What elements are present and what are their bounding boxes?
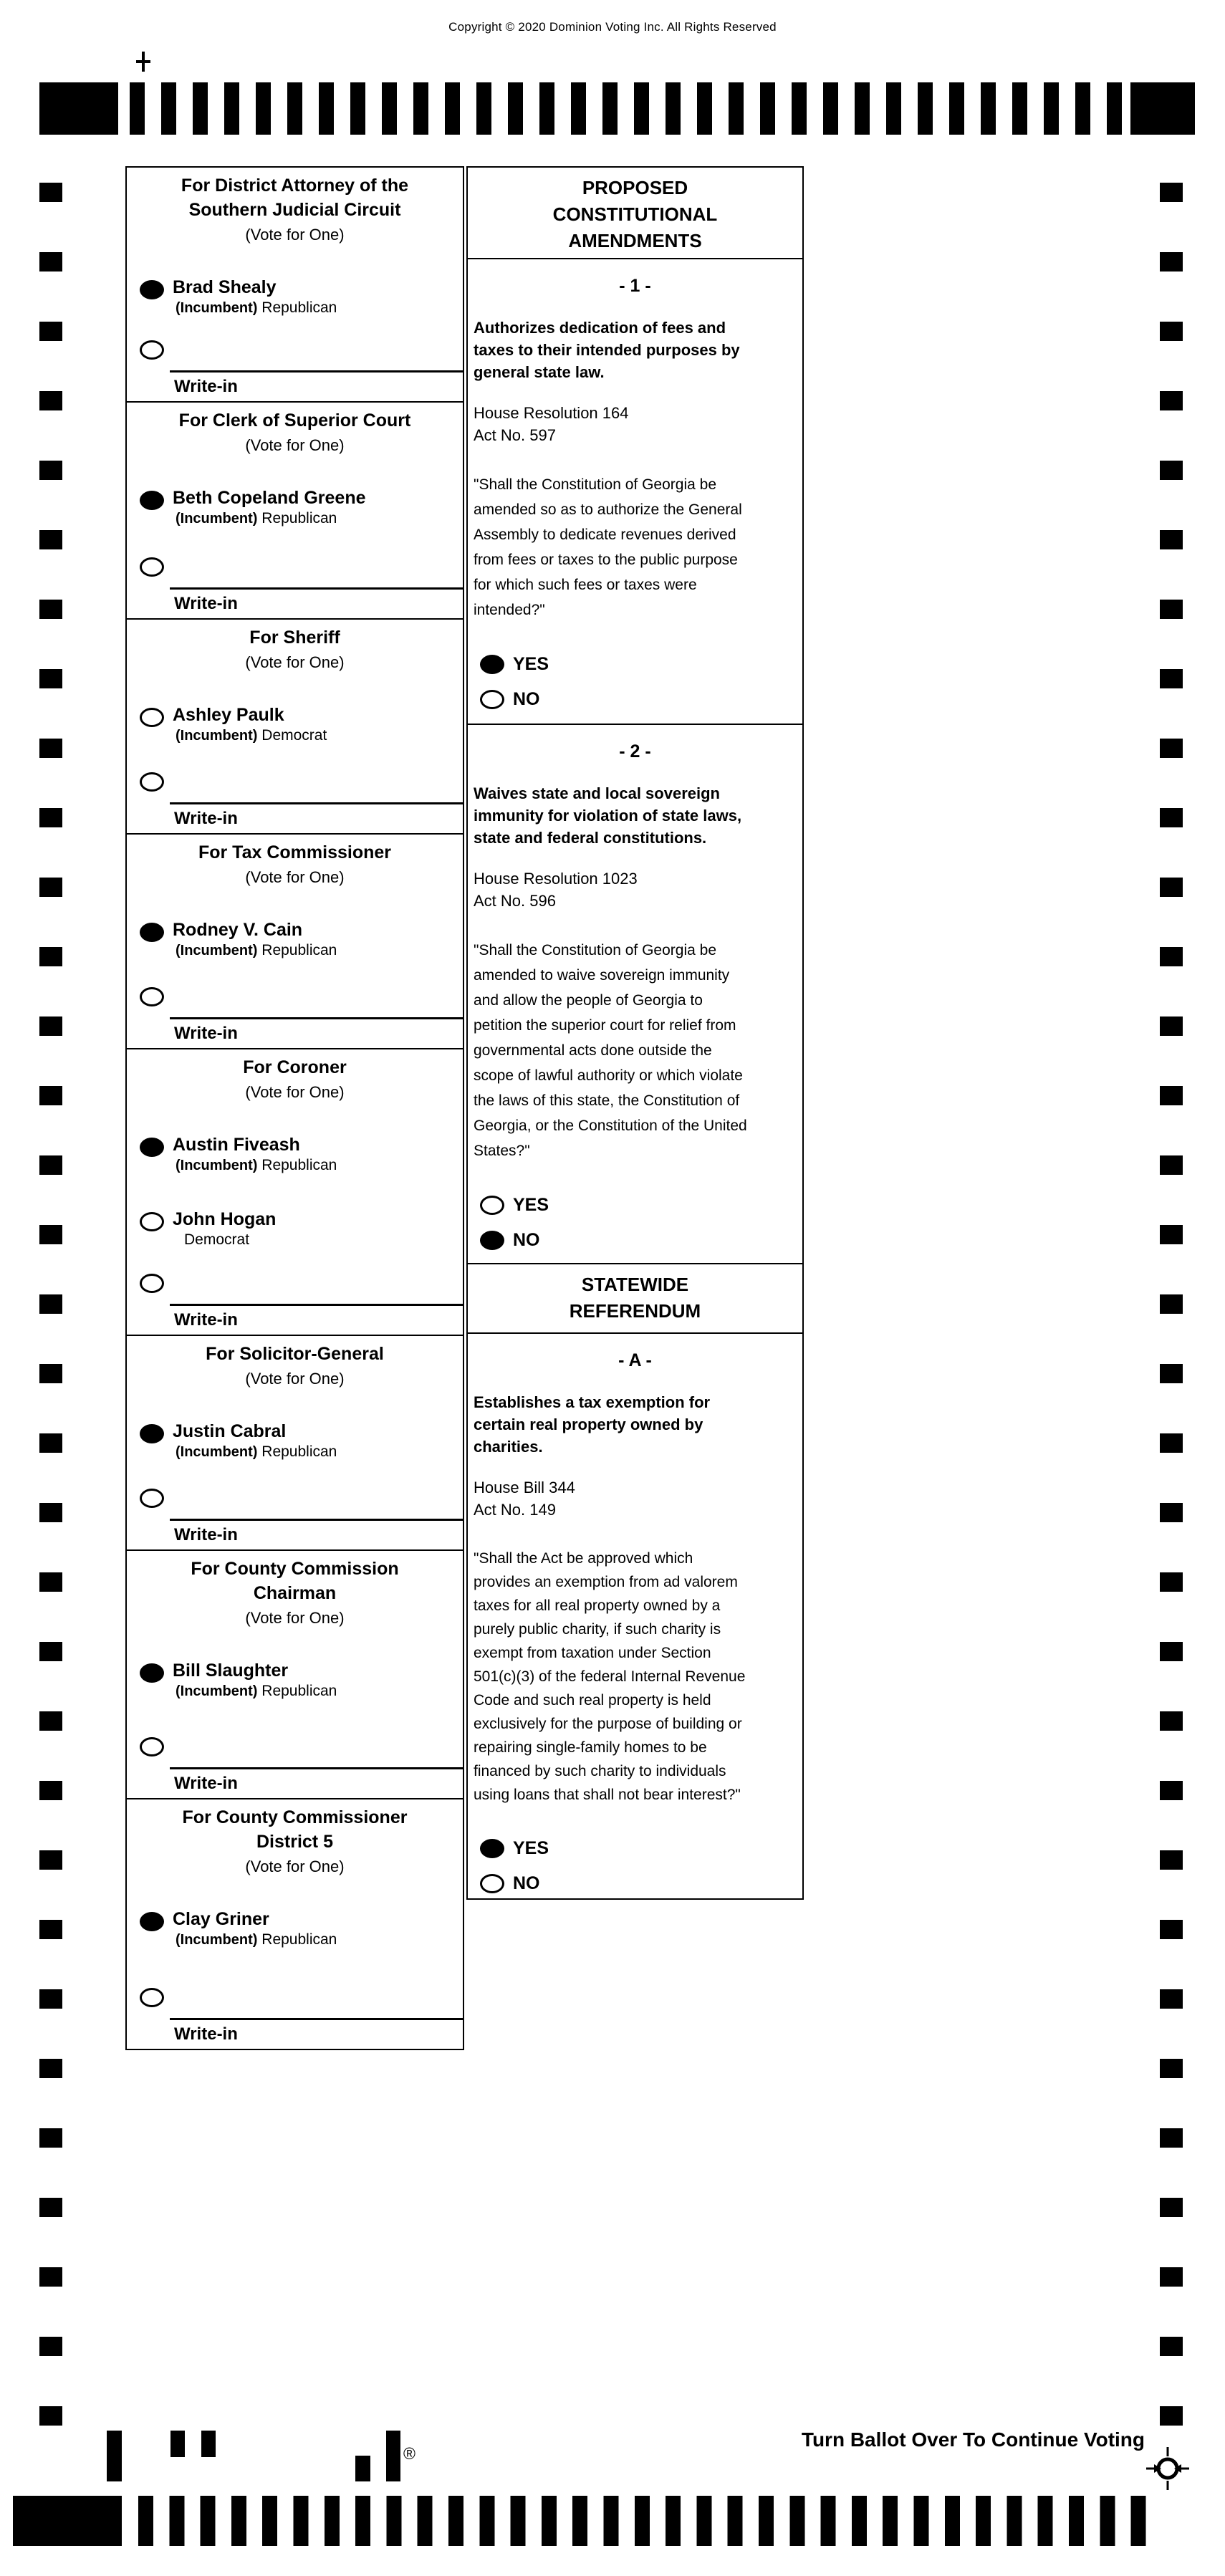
write-in-line[interactable] xyxy=(170,370,463,373)
timing-marks-top xyxy=(130,82,1130,135)
write-in-label: Write-in xyxy=(174,1310,238,1330)
yes-label: YES xyxy=(513,654,549,674)
choice-yes-row xyxy=(480,1195,802,1216)
contest-sheriff xyxy=(125,618,464,835)
vote-for-instruction: (Vote for One) xyxy=(245,1083,345,1101)
candidate-party: (Incumbent) Republican xyxy=(176,299,337,316)
timing-marks-left xyxy=(39,183,62,2426)
write-in-line[interactable] xyxy=(170,1304,463,1306)
contest-title: For Coroner xyxy=(243,1057,347,1077)
oval-write-in-solicitor-general[interactable] xyxy=(140,1489,164,1508)
oval-write-in-coroner[interactable] xyxy=(140,1274,164,1293)
registered-trademark-symbol: ® xyxy=(403,2444,415,2463)
contest-coroner xyxy=(125,1048,464,1336)
vote-for-instruction: (Vote for One) xyxy=(245,226,345,244)
measure-number: - 1 - xyxy=(619,276,651,296)
oval-referendum-a-no[interactable] xyxy=(480,1874,504,1893)
oval-bill-slaughter[interactable] xyxy=(140,1663,164,1683)
oval-amendment1-no[interactable] xyxy=(480,690,504,709)
contest-title: For Solicitor-General xyxy=(206,1344,384,1364)
oval-write-in-commission-chairman[interactable] xyxy=(140,1737,164,1756)
oval-amendment2-yes[interactable] xyxy=(480,1196,504,1215)
write-in-line[interactable] xyxy=(170,1519,463,1521)
write-in-line[interactable] xyxy=(170,587,463,590)
candidate-party: (Incumbent) Democrat xyxy=(176,727,327,744)
timing-block-top-left xyxy=(39,82,118,135)
candidate-row xyxy=(140,1908,463,1950)
write-in-line[interactable] xyxy=(170,2018,463,2020)
ballot-id-bar xyxy=(386,2431,400,2481)
candidate-party: (Incumbent) Republican xyxy=(176,1157,337,1173)
candidate-name: Rodney V. Cain xyxy=(173,920,303,940)
ballot-id-bar xyxy=(355,2456,370,2481)
measure-references: House Resolution 1023 Act No. 596 xyxy=(474,870,638,910)
contest-clerk-superior-court xyxy=(125,401,464,620)
oval-beth-copeland-greene[interactable] xyxy=(140,491,164,510)
section-header-line: CONSTITUTIONAL xyxy=(552,203,718,225)
oval-write-in-tax-commissioner[interactable] xyxy=(140,987,164,1006)
choice-no-row xyxy=(480,1873,802,1894)
oval-write-in-commissioner-d5[interactable] xyxy=(140,1988,164,2007)
candidate-party: (Incumbent) Republican xyxy=(176,1443,337,1460)
section-header-line: REFERENDUM xyxy=(569,1300,701,1322)
contest-title: For Tax Commissioner xyxy=(198,842,392,862)
timing-marks-right xyxy=(1160,183,1183,2426)
amendments-section-header xyxy=(466,166,804,259)
vote-for-instruction: (Vote for One) xyxy=(245,1609,345,1627)
candidate-row xyxy=(140,1421,463,1462)
choice-yes-row xyxy=(480,1838,802,1859)
oval-rodney-cain[interactable] xyxy=(140,923,164,942)
oval-john-hogan[interactable] xyxy=(140,1212,164,1231)
candidate-party: (Incumbent) Republican xyxy=(176,1931,337,1948)
measure-summary: Waives state and local sovereign immunity for violation of state laws, state and federal constitutions. xyxy=(474,784,742,847)
oval-referendum-a-yes[interactable] xyxy=(480,1839,504,1858)
measure-referendum-a xyxy=(466,1332,804,1900)
choice-yes-row xyxy=(480,654,802,675)
crosshair-registration-icon xyxy=(1145,2446,1191,2491)
write-in-label: Write-in xyxy=(174,1525,238,1544)
statewide-referendum-header xyxy=(466,1263,804,1334)
section-header-line: AMENDMENTS xyxy=(568,230,702,251)
candidate-party: Democrat xyxy=(184,1231,250,1248)
no-label: NO xyxy=(513,1873,540,1893)
vote-for-instruction: (Vote for One) xyxy=(245,436,345,454)
vote-for-instruction: (Vote for One) xyxy=(245,1857,345,1875)
contest-solicitor-general xyxy=(125,1335,464,1551)
contest-title: For County Commission Chairman xyxy=(191,1559,399,1603)
write-in-label: Write-in xyxy=(174,809,238,828)
candidate-row xyxy=(140,1208,463,1249)
candidate-name: Beth Copeland Greene xyxy=(173,488,366,508)
contest-title: For District Attorney of the Southern Judicial Circuit xyxy=(181,176,409,220)
oval-write-in-sheriff[interactable] xyxy=(140,772,164,792)
write-in-line[interactable] xyxy=(170,1767,463,1769)
yes-label: YES xyxy=(513,1838,549,1858)
candidate-row xyxy=(140,919,463,961)
write-in-line[interactable] xyxy=(170,1017,463,1019)
candidate-name: Brad Shealy xyxy=(173,277,277,297)
section-header-line: PROPOSED xyxy=(582,177,688,198)
contest-county-commissioner-district-5 xyxy=(125,1798,464,2050)
candidate-name: Justin Cabral xyxy=(173,1421,287,1441)
oval-ashley-paulk[interactable] xyxy=(140,708,164,727)
candidate-row xyxy=(140,1660,463,1701)
write-in-line[interactable] xyxy=(170,802,463,804)
candidate-name: John Hogan xyxy=(173,1209,277,1229)
section-header-line: STATEWIDE xyxy=(581,1274,689,1295)
measure-references: House Resolution 164 Act No. 597 xyxy=(474,404,629,444)
candidate-name: Clay Griner xyxy=(173,1909,269,1929)
contest-title: For Sheriff xyxy=(249,628,340,648)
no-label: NO xyxy=(513,1230,540,1250)
contest-county-commission-chairman xyxy=(125,1549,464,1799)
candidate-row xyxy=(140,1134,463,1176)
write-in-label: Write-in xyxy=(174,1774,238,1793)
timing-marks-bottom xyxy=(138,2496,1146,2546)
measure-amendment-2 xyxy=(466,724,804,1264)
measure-question: "Shall the Act be approved which provides an exemption from ad valorem taxes for all real property owned by a purely public charity, if such charity is exempt from taxation under Section 501(c)(3) of the federal Internal Revenue Code and such real property is held exclusively for the purpose of building or repairing single-family homes to be financed by such charity to individuals using loans that shall not bear interest?" xyxy=(474,1550,746,1803)
oval-austin-fiveash[interactable] xyxy=(140,1138,164,1157)
choice-no-row xyxy=(480,1230,802,1251)
vote-for-instruction: (Vote for One) xyxy=(245,1370,345,1388)
measure-summary: Establishes a tax exemption for certain real property owned by charities. xyxy=(474,1393,711,1456)
candidate-party: (Incumbent) Republican xyxy=(176,942,337,958)
ballot-id-bar xyxy=(170,2431,185,2457)
write-in-label: Write-in xyxy=(174,2024,238,2044)
contest-district-attorney xyxy=(125,166,464,403)
candidate-row xyxy=(140,487,463,529)
contest-title: For County Commissioner District 5 xyxy=(182,1807,408,1852)
copyright-text: Copyright © 2020 Dominion Voting Inc. All Rights Reserved xyxy=(448,20,777,34)
measure-amendment-1 xyxy=(466,258,804,725)
oval-brad-shealy[interactable] xyxy=(140,280,164,299)
contest-tax-commissioner xyxy=(125,833,464,1049)
oval-clay-griner[interactable] xyxy=(140,1912,164,1931)
candidate-party: (Incumbent) Republican xyxy=(176,1683,337,1699)
no-label: NO xyxy=(513,689,540,709)
measure-number: - A - xyxy=(618,1350,652,1370)
oval-write-in-district-attorney[interactable] xyxy=(140,340,164,360)
turn-ballot-over-text: Turn Ballot Over To Continue Voting xyxy=(801,2428,1145,2451)
oval-write-in-clerk[interactable] xyxy=(140,557,164,577)
contest-title: For Clerk of Superior Court xyxy=(178,410,411,431)
measure-summary: Authorizes dedication of fees and taxes to their intended purposes by general state law. xyxy=(474,319,740,381)
yes-label: YES xyxy=(513,1195,549,1215)
candidate-name: Ashley Paulk xyxy=(173,705,284,725)
ballot-id-bar xyxy=(107,2431,122,2481)
ballot-id-bar xyxy=(201,2431,216,2457)
choice-no-row xyxy=(480,689,802,710)
candidate-row xyxy=(140,277,463,318)
timing-block-bottom-left xyxy=(13,2496,122,2546)
timing-block-top-right xyxy=(1130,82,1195,135)
measure-references: House Bill 344 Act No. 149 xyxy=(474,1479,575,1519)
write-in-label: Write-in xyxy=(174,594,238,613)
vote-for-instruction: (Vote for One) xyxy=(245,653,345,671)
oval-amendment1-yes[interactable] xyxy=(480,655,504,674)
write-in-label: Write-in xyxy=(174,1024,238,1043)
measure-question: "Shall the Constitution of Georgia be amended to waive sovereign immunity and allow the people of Georgia to petition the superior court for relief from governmental acts done outside the scope of lawful authority or which violate the laws of this state, the Constitution of Georgia, or the Constitution of the United States?" xyxy=(474,942,747,1159)
write-in-label: Write-in xyxy=(174,377,238,396)
oval-justin-cabral[interactable] xyxy=(140,1424,164,1443)
vote-for-instruction: (Vote for One) xyxy=(245,868,345,886)
candidate-party: (Incumbent) Republican xyxy=(176,510,337,527)
candidate-name: Austin Fiveash xyxy=(173,1135,300,1155)
candidate-name: Bill Slaughter xyxy=(173,1661,289,1681)
candidate-row xyxy=(140,704,463,746)
measure-number: - 2 - xyxy=(619,741,651,761)
plus-registration-mark xyxy=(136,52,150,72)
oval-amendment2-no[interactable] xyxy=(480,1231,504,1250)
measure-question: "Shall the Constitution of Georgia be amended so as to authorize the General Assembly to dedicate revenues derived from fees or taxes to the public purpose for which such fees or taxes were intended?" xyxy=(474,476,742,618)
